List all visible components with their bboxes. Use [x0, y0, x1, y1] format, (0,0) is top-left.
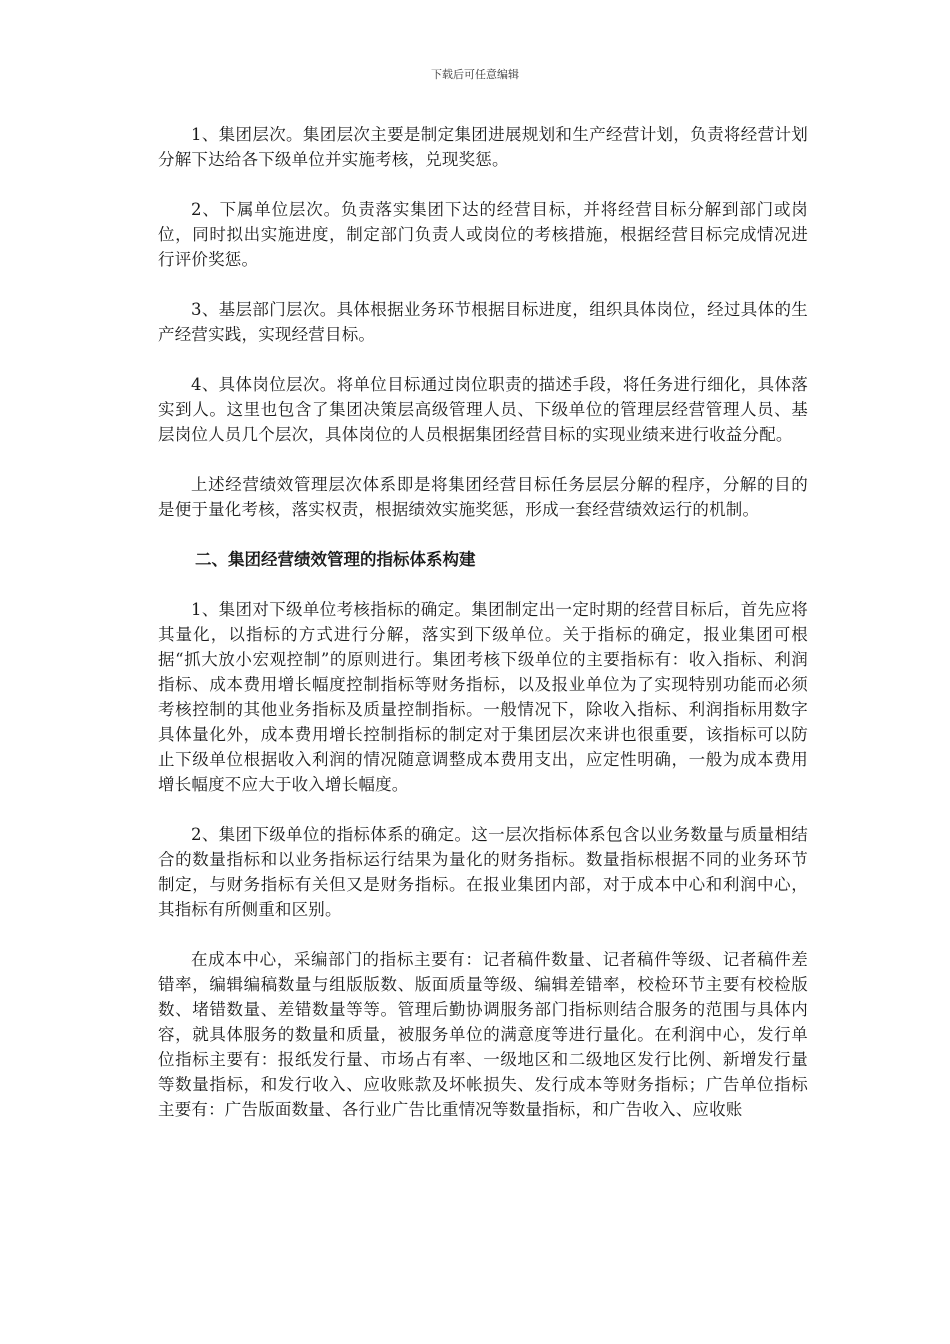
header-note: 下载后可任意编辑 — [431, 68, 519, 81]
section-heading: 二、集团经营绩效管理的指标体系构建 — [195, 550, 476, 569]
document-body — [158, 122, 808, 1147]
paragraph-subordinate-indicators: 2、集团下级单位的指标体系的确定。这一层次指标体系包含以业务数量与质量相结合的数量指标和以业务指标运行结果为量化的财务指标。数量指标根据不同的业务环节制定，与财务指标有关但又是财务指标。在报业集团内部，对于成本中心和利润中心，其指标有所侧重和区别。 — [158, 825, 808, 919]
paragraph-subordinate-level: 2、下属单位层次。负责落实集团下达的经营目标，并将经营目标分解到部门或岗位，同时拟出实施进度，制定部门负责人或岗位的考核措施，根据经营目标完成情况进行评价奖惩。 — [158, 200, 808, 269]
paragraph-indicator-determination: 1、集团对下级单位考核指标的确定。集团制定出一定时期的经营目标后，首先应将其量化，以指标的方式进行分解，落实到下级单位。关于指标的确定，报业集团可根据“抓大放小宏观控制”的原则进行。集团考核下级单位的主要指标有：收入指标、利润指标、成本费用增长幅度控制指标等财务指标，以及报业单位为了实现特别功能而必须考核控制的其他业务指标及质量控制指标。一般情况下，除收入指标、利润指标用数字具体量化外，成本费用增长控制指标的制定对于集团层次来讲也很重要，该指标可以防止下级单位根据收入利润的情况随意调整成本费用支出，应定性明确，一般为成本费用增长幅度不应大于收入增长幅度。 — [158, 600, 808, 794]
paragraph-department-level: 3、基层部门层次。具体根据业务环节根据目标进度，组织具体岗位，经过具体的生产经营实践，实现经营目标。 — [158, 300, 808, 344]
paragraph-position-level: 4、具体岗位层次。将单位目标通过岗位职责的描述手段，将任务进行细化，具体落实到人。这里也包含了集团决策层高级管理人员、下级单位的管理层经营管理人员、基层岗位人员几个层次，具体岗位的人员根据集团经营目标的实现业绩来进行收益分配。 — [158, 375, 808, 444]
paragraph-summary: 上述经营绩效管理层次体系即是将集团经营目标任务层层分解的程序，分解的目的是便于量化考核，落实权责，根据绩效实施奖惩，形成一套经营绩效运行的机制。 — [158, 475, 808, 519]
paragraph-group-level: 1、集团层次。集团层次主要是制定集团进展规划和生产经营计划，负责将经营计划分解下达给各下级单位并实施考核，兑现奖惩。 — [158, 125, 808, 169]
paragraph-cost-center: 在成本中心，采编部门的指标主要有：记者稿件数量、记者稿件等级、记者稿件差错率，编辑编稿数量与组版版数、版面质量等级、编辑差错率，校检环节主要有校检版数、堵错数量、差错数量等等。管理后勤协调服务部门指标则结合服务的范围与具体内容，就具体服务的数量和质量，被服务单位的满意度等进行量化。在利润中心，发行单位指标主要有：报纸发行量、市场占有率、一级地区和二级地区发行比例、新增发行量等数量指标，和发行收入、应收账款及坏帐损失、发行成本等财务指标；广告单位指标主要有：广告版面数量、各行业广告比重情况等数量指标，和广告收入、应收账 — [158, 950, 808, 1119]
